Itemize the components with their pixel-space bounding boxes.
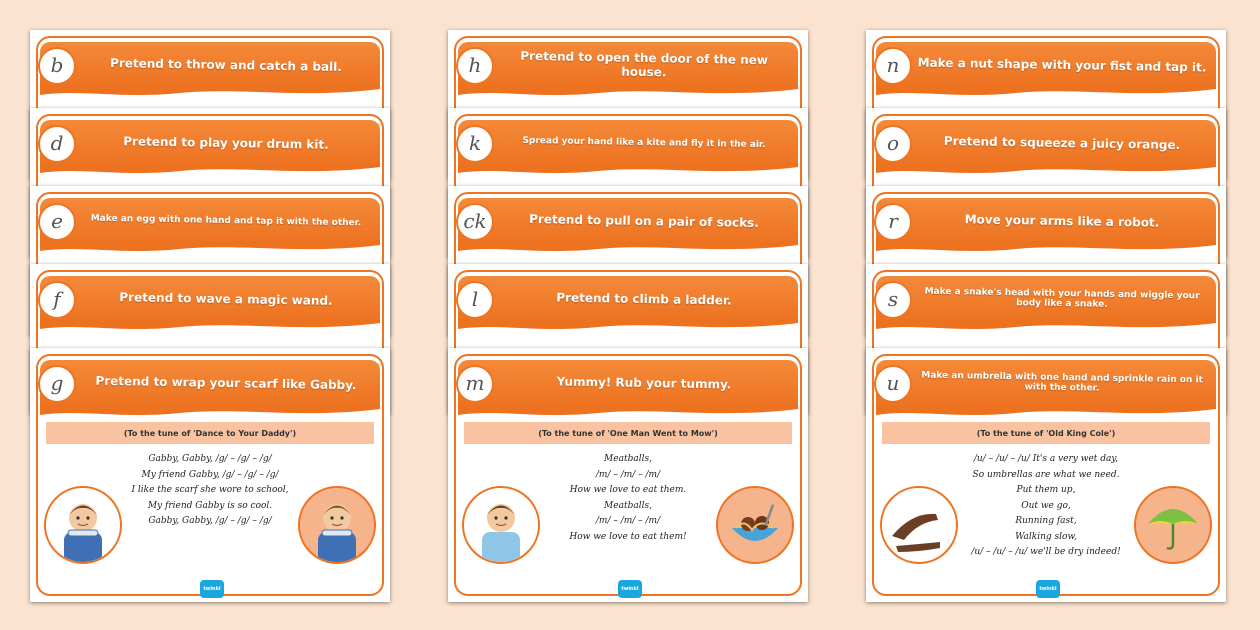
lyric-line: Gabby, Gabby, /g/ – /g/ – /g/ (148, 454, 272, 464)
girl-with-scarf-icon (300, 488, 374, 562)
umbrella-icon (1136, 488, 1210, 562)
lyric-line: Put them up, (1016, 485, 1076, 495)
action-text: Yummy! Rub your tummy. (556, 374, 732, 392)
card-banner (876, 360, 1216, 408)
card-banner (876, 120, 1216, 166)
twinkl-logo: twinkl (618, 580, 642, 598)
banner-wave-icon (876, 319, 1216, 331)
letter-badge: b (38, 47, 76, 85)
letter-badge: f (38, 281, 76, 319)
card-banner (40, 120, 380, 166)
action-text: Pretend to throw and catch a ball. (109, 55, 343, 75)
lyric-line: My friend Gabby is so cool. (147, 500, 273, 511)
card-column (30, 30, 390, 602)
letter-badge: l (456, 281, 494, 319)
letter-badge: ck (456, 203, 494, 241)
action-text: Spread your hand like a kite and fly it in the air. (522, 135, 766, 151)
action-text: Make an umbrella with one hand and sprinkle rain on it with the other. (921, 370, 1203, 394)
letter-badge: r (874, 203, 912, 241)
banner-wave-icon (458, 85, 798, 97)
tune-label: (To the tune of 'Old King Cole') (882, 422, 1210, 444)
letter-badge: d (38, 125, 76, 163)
letter-badge: u (874, 365, 912, 403)
action-text: Pretend to wave a magic wand. (119, 290, 333, 308)
phonics-card-g (30, 348, 390, 602)
lyric-line: /u/ – /u/ – /u/ we'll be dry indeed! (971, 547, 1121, 557)
lyric-line: I like the scarf she wore to school, (131, 485, 289, 495)
letter-badge: m (456, 365, 494, 403)
banner-wave-icon (40, 163, 380, 175)
card-banner (40, 42, 380, 88)
card-banner (458, 360, 798, 408)
tune-label: (To the tune of 'One Man Went to Mow') (464, 422, 792, 444)
action-text: Make a snake's head with your hands and wiggle your body like a snake. (924, 286, 1200, 310)
phonics-card-m (448, 348, 808, 602)
action-text: Pretend to squeeze a juicy orange. (943, 133, 1181, 153)
lyric-line: So umbrellas are what we need. (972, 469, 1120, 480)
letter-badge: o (874, 125, 912, 163)
lyric-line: /m/ – /m/ – /m/ (595, 516, 661, 526)
left-illustration (44, 486, 122, 564)
tune-label: (To the tune of 'Dance to Your Daddy') (46, 422, 374, 444)
lyric-line: Running fast, (1015, 516, 1077, 526)
boy-rubbing-tummy-icon (464, 488, 538, 562)
twinkl-logo: twinkl (1036, 580, 1060, 598)
banner-wave-icon (876, 405, 1216, 417)
card-column (866, 30, 1226, 602)
lyric-line: My friend Gabby, /g/ – /g/ – /g/ (141, 469, 279, 480)
twinkl-logo: twinkl (200, 580, 224, 598)
boy-with-scarf-icon (46, 488, 120, 562)
card-banner (458, 42, 798, 88)
letter-badge: h (456, 47, 494, 85)
lyric-line: Out we go, (1021, 500, 1071, 511)
banner-wave-icon (40, 405, 380, 417)
banner-wave-icon (876, 85, 1216, 97)
banner-wave-icon (458, 405, 798, 417)
letter-badge: g (38, 365, 76, 403)
lyric-line: How we love to eat them. (569, 485, 687, 495)
song-lyrics (534, 452, 722, 545)
left-illustration (880, 486, 958, 564)
card-banner (876, 198, 1216, 244)
action-text: Pretend to pull on a pair of socks. (529, 211, 759, 231)
banner-wave-icon (458, 319, 798, 331)
banner-wave-icon (876, 163, 1216, 175)
letter-badge: n (874, 47, 912, 85)
card-banner (40, 360, 380, 408)
action-text: Pretend to play your drum kit. (123, 134, 329, 152)
banner-wave-icon (40, 85, 380, 97)
action-text: Pretend to open the door of the new house. (520, 48, 769, 80)
action-text: Make a nut shape with your fist and tap it. (917, 55, 1207, 75)
banner-wave-icon (40, 241, 380, 253)
meatballs-bowl-icon (718, 488, 792, 562)
banner-wave-icon (40, 319, 380, 331)
lyric-line: Gabby, Gabby, /g/ – /g/ – /g/ (148, 516, 272, 526)
letter-badge: e (38, 203, 76, 241)
card-banner (458, 120, 798, 166)
left-illustration (462, 486, 540, 564)
hands-umbrella-icon (882, 488, 956, 562)
card-banner (876, 42, 1216, 88)
lyric-line: Meatballs, (604, 500, 652, 511)
lyric-line: /m/ – /m/ – /m/ (595, 469, 661, 480)
song-lyrics (952, 452, 1140, 561)
banner-wave-icon (876, 241, 1216, 253)
action-text: Pretend to climb a ladder. (556, 290, 732, 308)
right-illustration (716, 486, 794, 564)
lyric-line: How we love to eat them! (569, 531, 687, 542)
card-banner (40, 198, 380, 244)
lyric-line: Meatballs, (604, 454, 652, 464)
card-banner (876, 276, 1216, 322)
right-illustration (1134, 486, 1212, 564)
lyric-line: /u/ – /u/ – /u/ It's a very wet day, (973, 454, 1119, 464)
letter-badge: s (874, 281, 912, 319)
lyric-line: Walking slow, (1015, 531, 1077, 542)
letter-badge: k (456, 125, 494, 163)
banner-wave-icon (458, 241, 798, 253)
banner-wave-icon (458, 163, 798, 175)
action-text: Move your arms like a robot. (964, 212, 1160, 230)
right-illustration (298, 486, 376, 564)
phonics-card-u (866, 348, 1226, 602)
song-lyrics (116, 452, 304, 530)
action-text: Pretend to wrap your scarf like Gabby. (95, 373, 357, 393)
action-text: Make an egg with one hand and tap it with the other. (90, 213, 362, 229)
card-column (448, 30, 808, 602)
card-banner (40, 276, 380, 322)
card-banner (458, 276, 798, 322)
card-banner (458, 198, 798, 244)
